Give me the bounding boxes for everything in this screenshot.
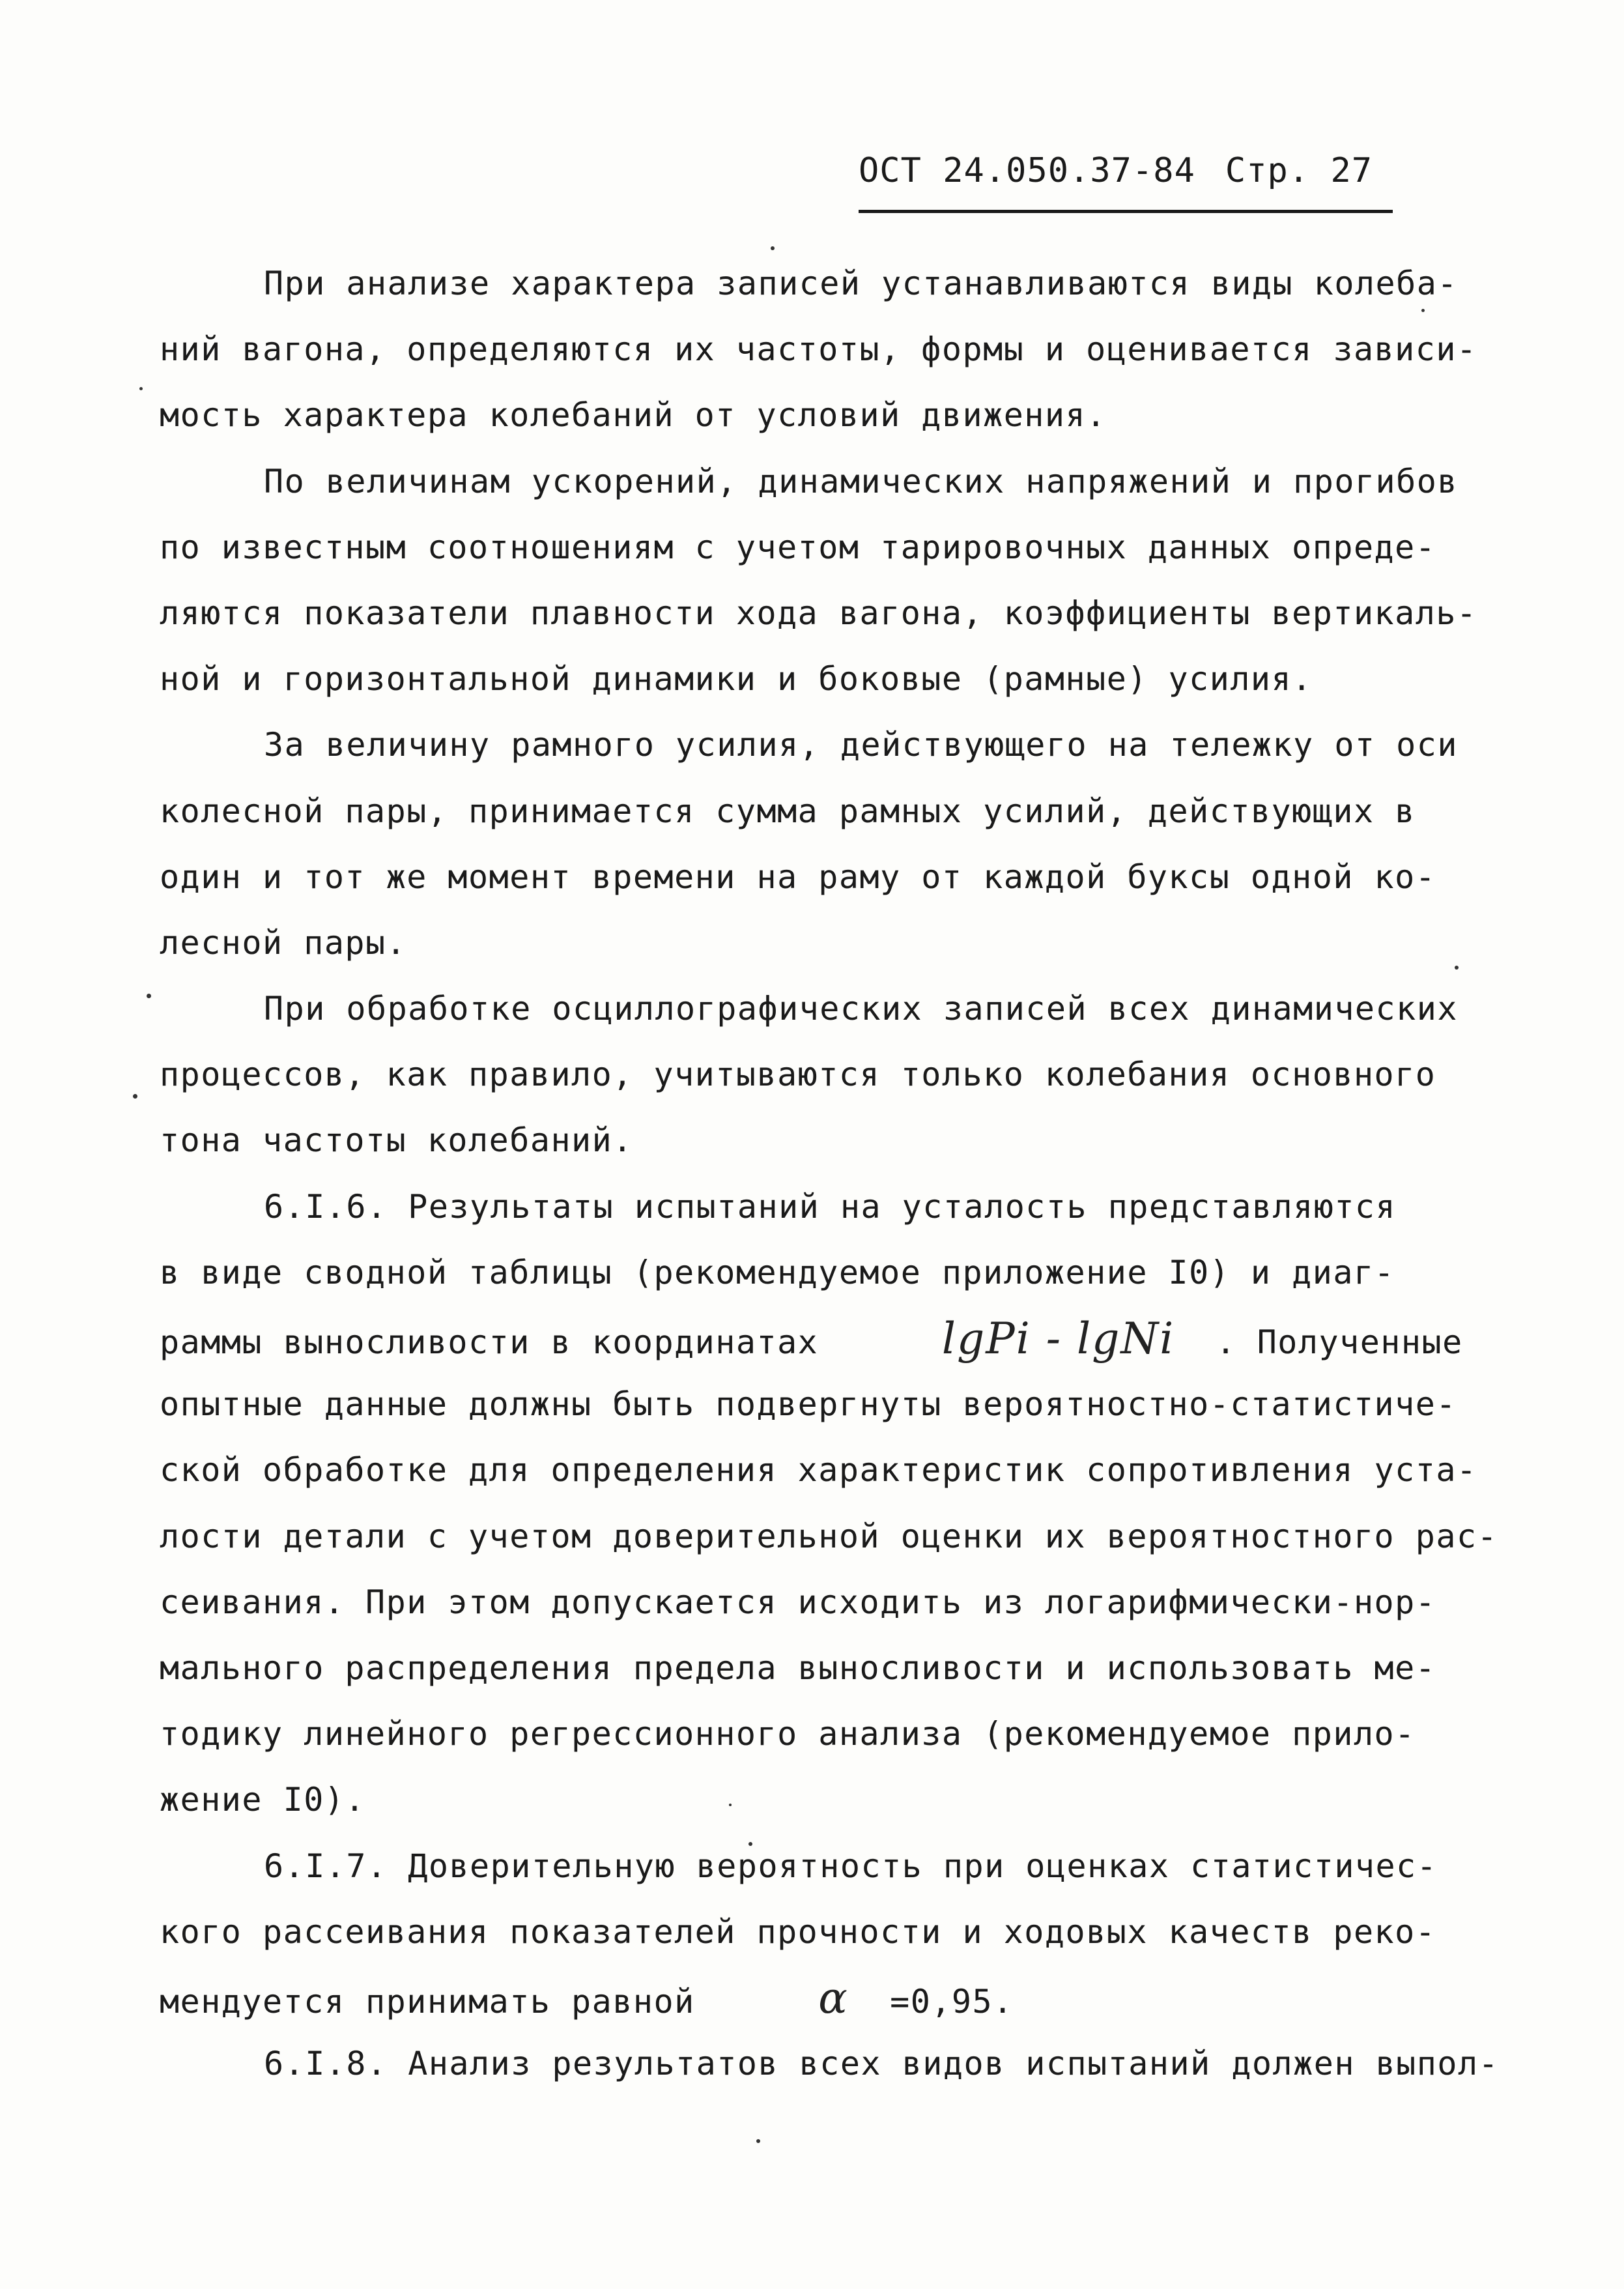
text-line — [160, 1570, 1482, 1635]
document-code: ОСТ 24.050.37-84 — [859, 151, 1195, 190]
line-text: ной и горизонтальной динамики и боковые (рамные) усилия. — [160, 660, 1313, 698]
line-text: тодику линейного регрессионного анализа (рекомендуемое прило- — [160, 1715, 1416, 1753]
line-text: тона частоты колебаний. — [160, 1121, 633, 1160]
line-text: мость характера колебаний от условий движения. — [160, 396, 1107, 435]
text-line — [160, 1504, 1498, 1570]
line-text: 6.I.6. Результаты испытаний на усталость представляются — [264, 1187, 1397, 1226]
text-line — [160, 1899, 1482, 1965]
text-line — [160, 646, 1482, 712]
text-line — [160, 976, 1482, 1042]
line-text-after-formula: . Полученные — [1216, 1323, 1463, 1361]
line-text: сеивания. При этом допускается исходить из логарифмически-нор- — [160, 1583, 1436, 1621]
scan-speck — [729, 1804, 732, 1806]
text-line — [160, 382, 1482, 448]
text-line — [160, 712, 1482, 778]
line-text: процессов, как правило, учитываются только колебания основного — [160, 1056, 1436, 1094]
line-text: 6.I.7. Доверительную вероятность при оценках статистичес- — [264, 1847, 1438, 1885]
scan-speck — [1455, 966, 1459, 970]
text-line — [160, 1834, 1482, 1899]
scan-speck — [147, 994, 151, 998]
scan-speck — [1421, 309, 1425, 312]
line-text: в виде сводной таблицы (рекомендуемое приложение I0) и диаг- — [160, 1253, 1395, 1291]
line-text: мального распределения предела выносливости и использовать ме- — [160, 1648, 1436, 1687]
line-text: лесной пары. — [160, 923, 407, 962]
scan-speck — [748, 1842, 752, 1846]
line-text: жение I0). — [160, 1781, 366, 1819]
line-text: мендуется принимать равной — [160, 1982, 695, 2021]
text-line — [160, 1767, 1482, 1833]
scan-speck — [139, 387, 143, 390]
text-line — [160, 581, 1482, 646]
handwritten-formula: α — [818, 1972, 849, 2023]
line-text: При обработке осциллографических записей всех динамических — [264, 990, 1458, 1028]
text-line — [160, 910, 1482, 976]
handwritten-formula: lgPi - lgNi — [941, 1314, 1175, 1364]
text-line — [160, 1306, 1482, 1372]
body-text — [160, 251, 1500, 2097]
line-text: По величинам ускорений, динамических напряжений и прогибов — [264, 462, 1458, 500]
text-line — [160, 1965, 1482, 2031]
line-text: опытные данные должны быть подвергнуты вероятностно-статистиче- — [160, 1385, 1457, 1424]
scan-speck — [133, 1094, 137, 1099]
header-underline — [859, 210, 1393, 213]
text-line — [160, 779, 1482, 844]
line-text: колесной пары, принимается сумма рамных усилий, действующих в — [160, 792, 1416, 830]
text-line — [160, 1174, 1482, 1240]
text-line — [160, 1635, 1482, 1701]
text-line — [160, 1042, 1482, 1108]
text-line — [160, 1240, 1482, 1306]
text-line — [160, 1437, 1482, 1503]
text-line — [160, 449, 1482, 515]
line-text-after-formula: =0,95. — [890, 1982, 1014, 2021]
line-text: по известным соотношениям с учетом тарировочных данных опреде- — [160, 528, 1436, 566]
line-text: один и тот же момент времени на раму от каждой буксы одной ко- — [160, 857, 1436, 896]
page-header — [859, 151, 1393, 190]
line-text: кого рассеивания показателей прочности и ходовых качеств реко- — [160, 1912, 1436, 1951]
text-line — [160, 1701, 1482, 1767]
line-text: ской обработке для определения характеристик сопротивления уста- — [160, 1451, 1477, 1490]
line-text: ляются показатели плавности хода вагона, коэффициенты вертикаль- — [160, 594, 1477, 632]
page-number: Стр. 27 — [1225, 151, 1373, 190]
text-line — [160, 844, 1482, 910]
text-line — [160, 515, 1482, 581]
text-line — [160, 317, 1482, 382]
line-text: ний вагона, определяются их частоты, формы и оценивается зависи- — [160, 330, 1477, 369]
text-line — [160, 2031, 1500, 2097]
scan-speck — [756, 2139, 760, 2143]
text-line — [160, 1108, 1482, 1173]
line-text: лости детали с учетом доверительной оценки их вероятностного рас- — [160, 1517, 1498, 1555]
line-text: За величину рамного усилия, действующего на тележку от оси — [264, 726, 1458, 764]
line-text: 6.I.8. Анализ результатов всех видов испытаний должен выпол- — [264, 2045, 1500, 2083]
text-line — [160, 1372, 1482, 1437]
scan-speck — [771, 246, 775, 250]
line-text: раммы выносливости в координатах — [160, 1323, 819, 1361]
line-text: При анализе характера записей устанавливаются виды колеба- — [264, 265, 1458, 302]
text-line — [160, 251, 1482, 317]
